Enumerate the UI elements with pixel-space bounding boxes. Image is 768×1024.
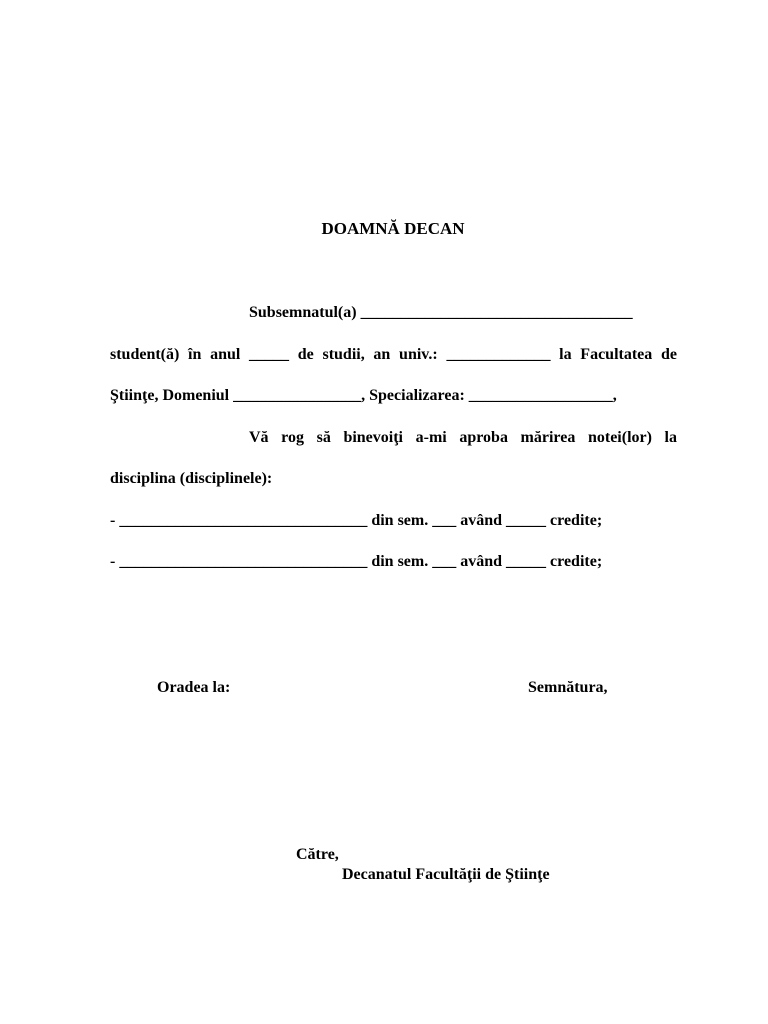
discipline-entry-2: - _______________________________ din sem. ___ având _____ credite; bbox=[110, 553, 603, 570]
disciplines-label: disciplina (disciplinele): bbox=[110, 470, 273, 487]
place-date-label: Oradea la: bbox=[157, 679, 231, 696]
discipline-entry-1: - _______________________________ din sem. ___ având _____ credite; bbox=[110, 512, 603, 529]
recipient-label: Decanatul Facultăţii de Ştiinţe bbox=[342, 866, 550, 883]
document-title: DOAMNĂ DECAN bbox=[321, 219, 465, 238]
request-line: Vă rog să binevoiţi a-mi aproba mărirea notei(lor) la bbox=[249, 429, 677, 446]
signature-label: Semnătura, bbox=[528, 679, 608, 696]
student-year-line: student(ă) în anul _____ de studii, an univ.: _____________ la Facultatea de bbox=[110, 346, 677, 363]
to-label: Către, bbox=[296, 846, 339, 863]
subsemnatul-line: Subsemnatul(a) __________________________________ bbox=[249, 304, 633, 321]
domain-specialization-line: Ştiinţe, Domeniul ________________, Specializarea: __________________, bbox=[110, 387, 617, 404]
